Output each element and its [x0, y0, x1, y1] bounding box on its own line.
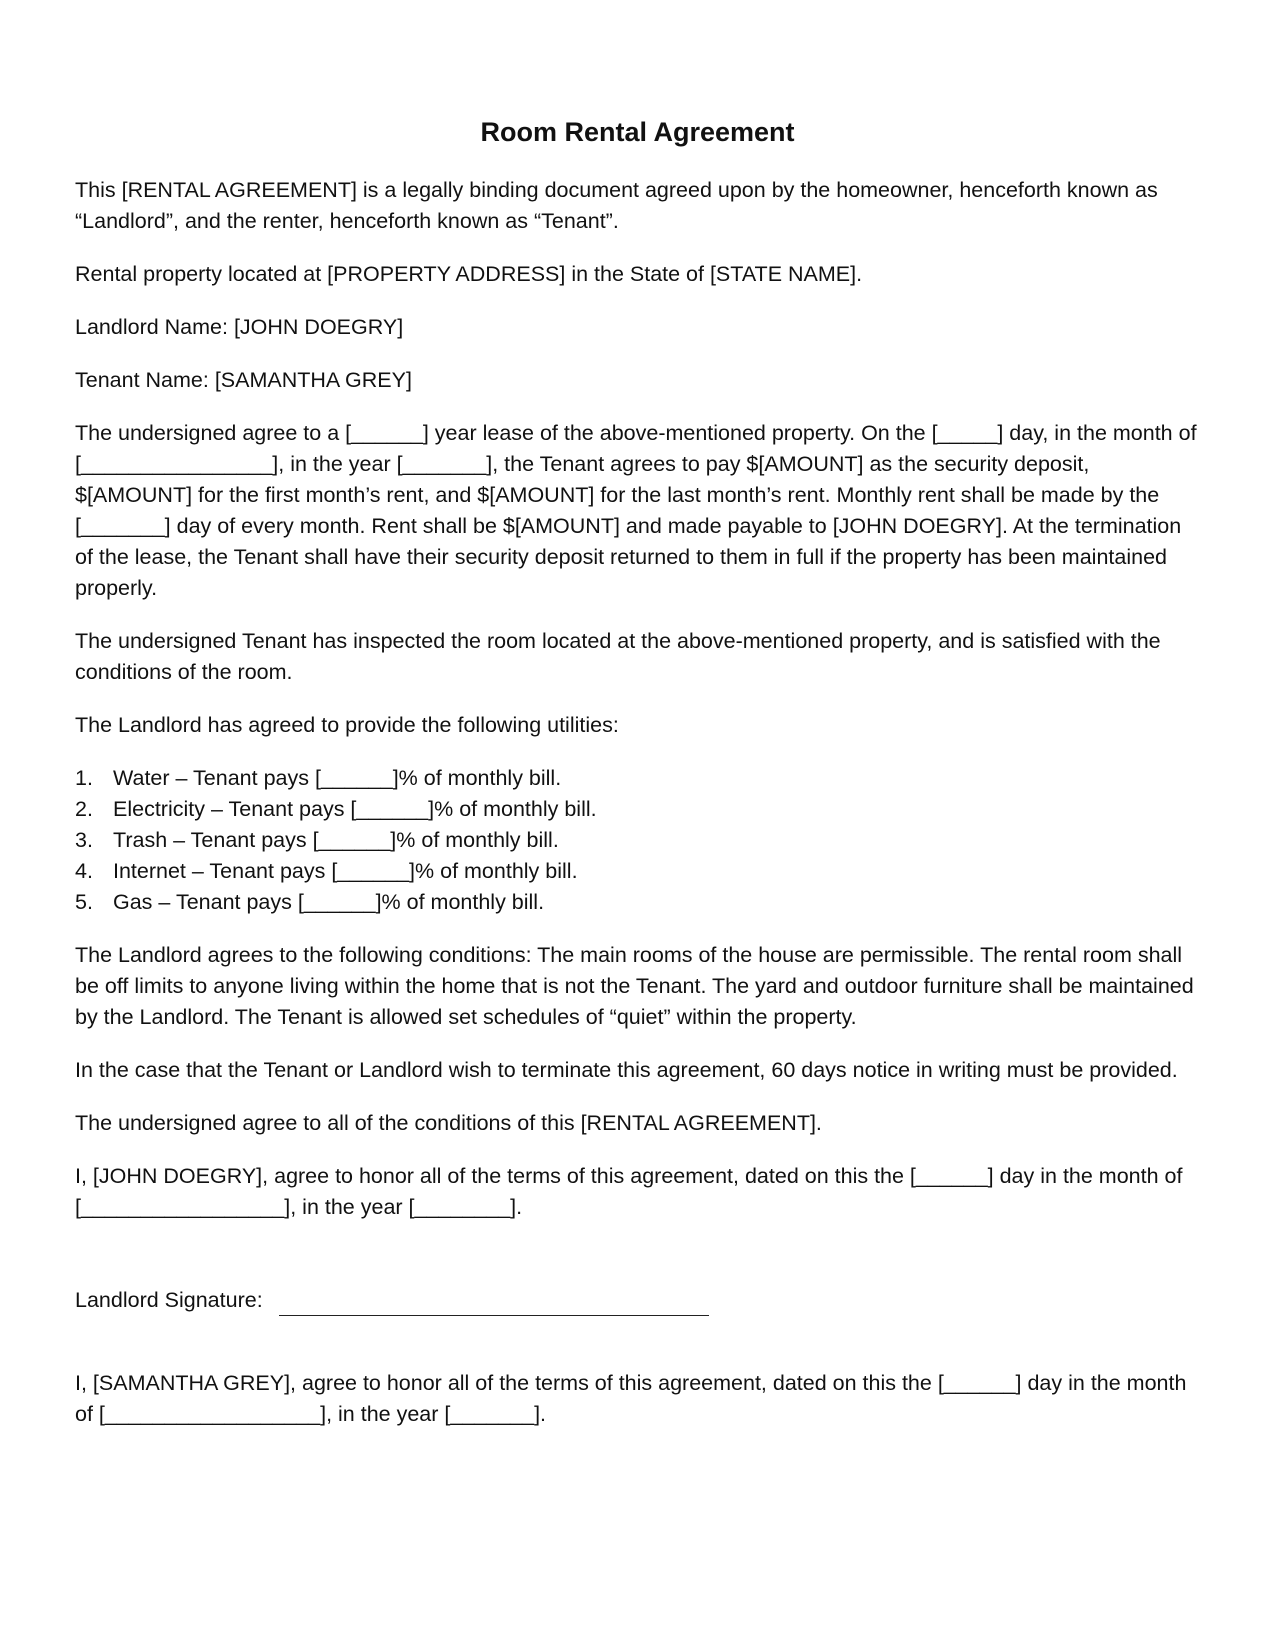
list-item-text: Trash – Tenant pays [______]% of monthly bill.	[113, 828, 559, 852]
list-item	[75, 763, 1205, 794]
list-item-text: Internet – Tenant pays [______]% of monthly bill.	[113, 859, 578, 883]
list-number: 2.	[75, 797, 93, 821]
document-title: Room Rental Agreement	[480, 117, 795, 147]
tenant-honor-paragraph: I, [SAMANTHA GREY], agree to honor all of the terms of this agreement, dated on this the [______] day in the month of [__________________], in the year [_______].	[75, 1371, 1187, 1426]
list-item-text: Electricity – Tenant pays [______]% of monthly bill.	[113, 797, 597, 821]
landlord-name-line: Landlord Name: [JOHN DOEGRY]	[75, 315, 404, 339]
intro-paragraph: This [RENTAL AGREEMENT] is a legally binding document agreed upon by the homeowner, henceforth known as “Landlord”, and the renter, henceforth known as “Tenant”.	[75, 178, 1158, 233]
list-item	[75, 887, 1205, 918]
agreement-paragraph: The undersigned agree to all of the conditions of this [RENTAL AGREEMENT].	[75, 1111, 822, 1135]
list-item	[75, 794, 1205, 825]
inspection-paragraph: The undersigned Tenant has inspected the room located at the above-mentioned property, and is satisfied with the conditions of the room.	[75, 629, 1161, 684]
landlord-signature-row	[75, 1285, 1205, 1316]
list-item-text: Water – Tenant pays [______]% of monthly bill.	[113, 766, 562, 790]
termination-paragraph: In the case that the Tenant or Landlord wish to terminate this agreement, 60 days notice in writing must be provided.	[75, 1058, 1178, 1082]
property-paragraph: Rental property located at [PROPERTY ADDRESS] in the State of [STATE NAME].	[75, 262, 863, 286]
list-item	[75, 825, 1205, 856]
list-number: 1.	[75, 766, 93, 790]
landlord-signature-line[interactable]	[279, 1291, 709, 1316]
conditions-paragraph: The Landlord agrees to the following conditions: The main rooms of the house are permissible. The rental room shall be off limits to anyone living within the home that is not the Tenant. The yard and outdoor furniture shall be maintained by the Landlord. The Tenant is allowed set schedules of “quiet” within the property.	[75, 943, 1194, 1029]
list-number: 3.	[75, 828, 93, 852]
utilities-intro: The Landlord has agreed to provide the following utilities:	[75, 713, 619, 737]
landlord-signature-label: Landlord Signature:	[75, 1288, 263, 1312]
tenant-name-line: Tenant Name: [SAMANTHA GREY]	[75, 368, 412, 392]
document-body	[75, 175, 1205, 1452]
list-number: 5.	[75, 890, 93, 914]
list-number: 4.	[75, 859, 93, 883]
list-item-text: Gas – Tenant pays [______]% of monthly bill.	[113, 890, 545, 914]
list-item	[75, 856, 1205, 887]
utilities-list	[75, 763, 1205, 918]
landlord-honor-paragraph: I, [JOHN DOEGRY], agree to honor all of the terms of this agreement, dated on this the [______] day in the month of [_________________], in the year [________].	[75, 1164, 1183, 1219]
lease-terms-paragraph: The undersigned agree to a [______] year lease of the above-mentioned property. On the [_____] day, in the month of [________________], in the year [_______], the Tenant agrees to pay $[AMOUNT] as the security deposit, $[AMOUNT] for the first month’s rent, and $[AMOUNT] for the last month’s rent. Monthly rent shall be made by the [_______] day of every month. Rent shall be $[AMOUNT] and made payable to [JOHN DOEGRY]. At the termination of the lease, the Tenant shall have their security deposit returned to them in full if the property has been maintained properly.	[75, 421, 1197, 600]
